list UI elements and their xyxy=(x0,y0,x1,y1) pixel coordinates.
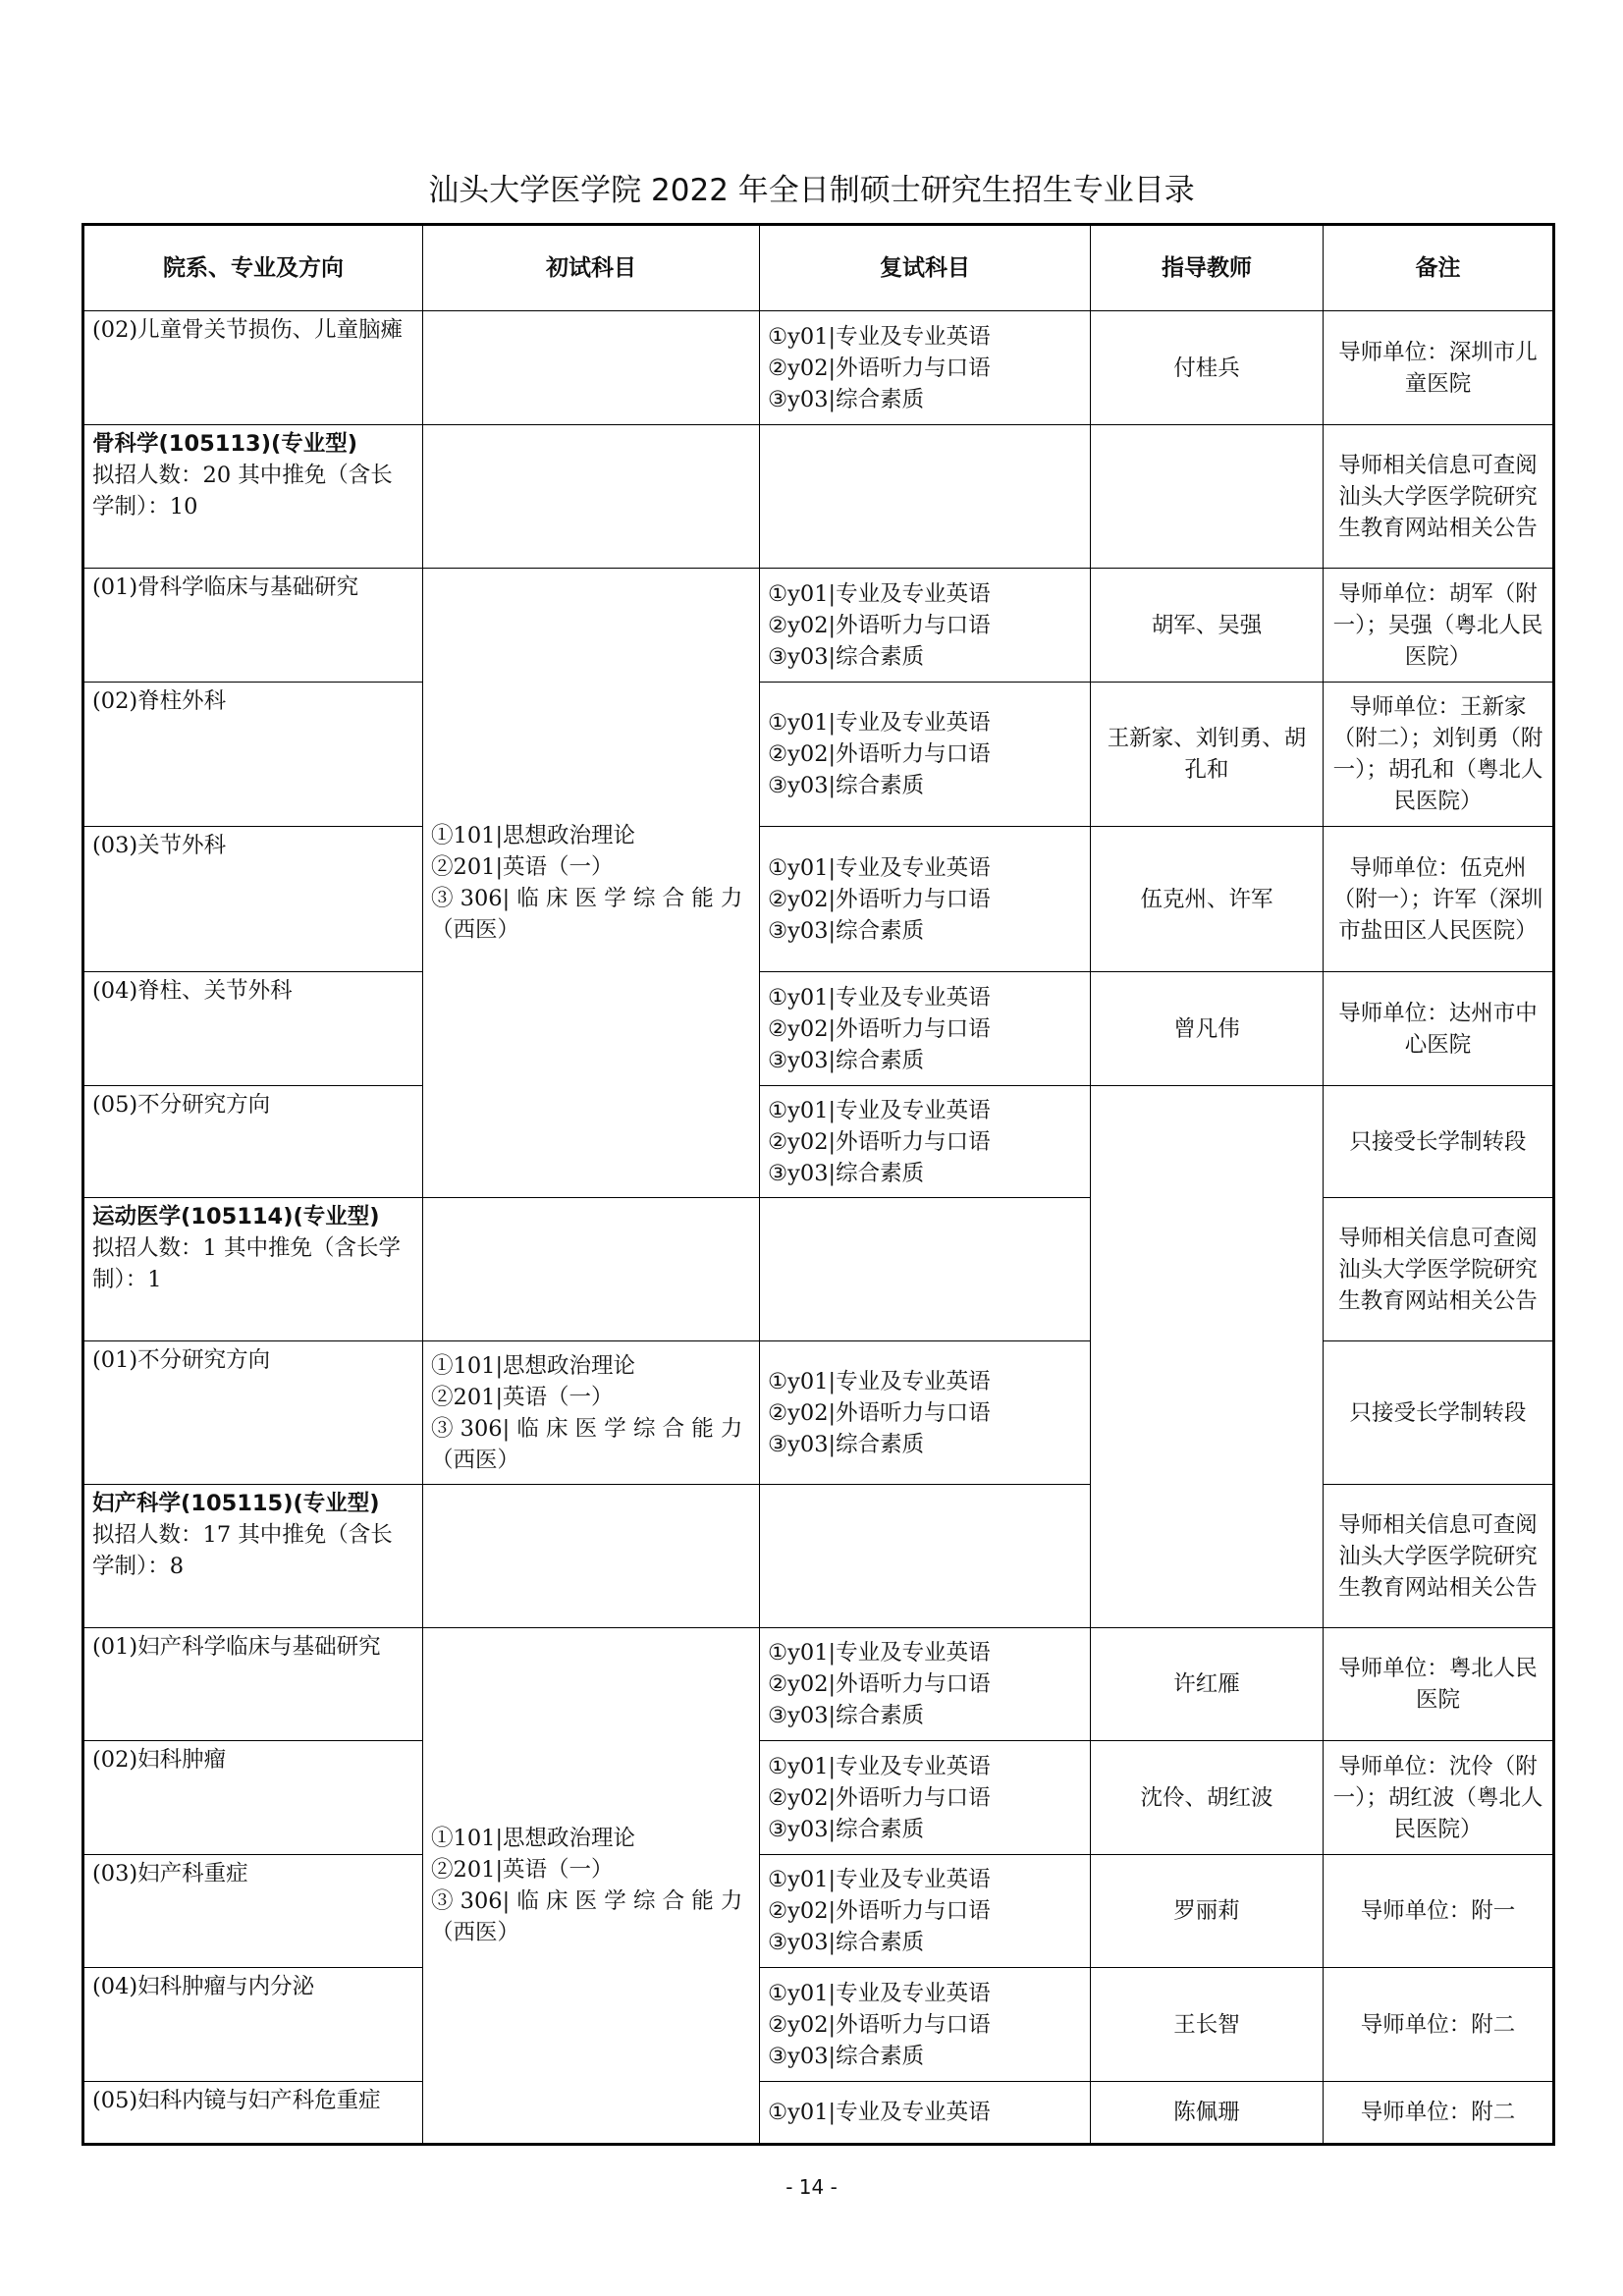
note-cell: 导师单位：伍克州（附一）；许军（深圳市盐田区人民医院） xyxy=(1324,827,1554,972)
first-exam-item: （西医） xyxy=(431,1447,520,1473)
major-cell xyxy=(83,425,423,569)
first-exam-cell xyxy=(423,425,760,569)
retest-cell xyxy=(760,972,1091,1086)
retest-item: ②y02|外语听力与口语 xyxy=(768,2011,991,2038)
teacher-cell: 伍克州、许军 xyxy=(1091,827,1324,972)
retest-item: ②y02|外语听力与口语 xyxy=(768,1015,991,1042)
first-exam-cell xyxy=(423,1485,760,1628)
major-cell xyxy=(83,1485,423,1628)
retest-item: ③y03|综合素质 xyxy=(768,773,925,798)
catalog-table xyxy=(81,223,1555,2146)
first-exam-cell xyxy=(423,1198,760,1341)
note-cell: 导师单位：附一 xyxy=(1324,1855,1554,1968)
retest-item: ③y03|综合素质 xyxy=(768,1160,925,1186)
retest-item: ①y01|专业及专业英语 xyxy=(768,580,991,607)
table-row xyxy=(83,1628,1554,1741)
table-row xyxy=(83,827,1554,972)
retest-item: ③y03|综合素质 xyxy=(768,1930,925,1955)
note-cell: 导师单位：粤北人民医院 xyxy=(1324,1628,1554,1741)
retest-item: ①y01|专业及专业英语 xyxy=(768,1753,991,1779)
retest-item: ②y02|外语听力与口语 xyxy=(768,612,991,638)
retest-cell xyxy=(760,1855,1091,1968)
direction-name: (03)关节外科 xyxy=(83,827,423,972)
retest-item: ②y02|外语听力与口语 xyxy=(768,741,991,767)
retest-cell xyxy=(760,569,1091,683)
direction-name: (01)妇产科学临床与基础研究 xyxy=(83,1628,423,1741)
first-exam-item: ③ 306| 临 床 医 学 综 合 能 力 xyxy=(431,1888,743,1914)
table-row xyxy=(83,1341,1554,1485)
retest-item: ①y01|专业及专业英语 xyxy=(768,323,991,350)
retest-item: ③y03|综合素质 xyxy=(768,1816,925,1842)
retest-cell xyxy=(760,1341,1091,1485)
retest-item: ①y01|专业及专业英语 xyxy=(768,1980,991,2006)
first-exam-item: ①101|思想政治理论 xyxy=(431,823,636,848)
direction-name: (02)儿童骨关节损伤、儿童脑瘫 xyxy=(83,311,423,425)
header-retest: 复试科目 xyxy=(760,225,1091,311)
retest-item: ③y03|综合素质 xyxy=(768,1431,925,1457)
retest-item: ②y02|外语听力与口语 xyxy=(768,1784,991,1811)
teacher-cell: 王长智 xyxy=(1091,1968,1324,2082)
first-exam-item: ②201|英语（一） xyxy=(431,1857,614,1883)
note-cell: 导师单位：王新家（附二）；刘钊勇（附一）；胡孔和（粤北人民医院） xyxy=(1324,683,1554,827)
teacher-cell: 付桂兵 xyxy=(1091,311,1324,425)
first-exam-item: ①101|思想政治理论 xyxy=(431,1826,636,1851)
direction-name: (01)骨科学临床与基础研究 xyxy=(83,569,423,683)
retest-item: ①y01|专业及专业英语 xyxy=(768,1368,991,1394)
header-teacher: 指导教师 xyxy=(1091,225,1324,311)
retest-item: ③y03|综合素质 xyxy=(768,917,925,944)
major-quota: 拟招人数：17 其中推免（含长学制）：8 xyxy=(92,1522,393,1579)
major-quota: 拟招人数：20 其中推免（含长学制）：10 xyxy=(92,463,393,519)
note-cell: 导师单位：达州市中心医院 xyxy=(1324,972,1554,1086)
retest-item: ②y02|外语听力与口语 xyxy=(768,1399,991,1426)
header-department: 院系、专业及方向 xyxy=(83,225,423,311)
first-exam-cell xyxy=(423,1341,760,1485)
retest-cell xyxy=(760,1741,1091,1855)
table-header-row xyxy=(83,225,1554,311)
major-name: 骨科学(105113)(专业型) xyxy=(92,431,358,457)
retest-cell xyxy=(760,827,1091,972)
retest-item: ②y02|外语听力与口语 xyxy=(768,1671,991,1697)
table-row xyxy=(83,569,1554,683)
note-cell: 导师单位：深圳市儿童医院 xyxy=(1324,311,1554,425)
table-row xyxy=(83,2082,1554,2145)
retest-cell xyxy=(760,1086,1091,1198)
teacher-cell xyxy=(1091,1086,1324,1628)
table-row xyxy=(83,683,1554,827)
first-exam-item: （西医） xyxy=(431,1920,520,1945)
first-exam-cell xyxy=(423,311,760,425)
retest-cell xyxy=(760,425,1091,569)
retest-cell xyxy=(760,311,1091,425)
first-exam-cell xyxy=(423,1628,760,2145)
major-cell xyxy=(83,1198,423,1341)
teacher-cell: 许红雁 xyxy=(1091,1628,1324,1741)
header-first-exam: 初试科目 xyxy=(423,225,760,311)
table-row xyxy=(83,1741,1554,1855)
first-exam-item: ①101|思想政治理论 xyxy=(431,1352,636,1379)
first-exam-item: ②201|英语（一） xyxy=(431,854,614,880)
note-cell: 只接受长学制转段 xyxy=(1324,1341,1554,1485)
direction-name: (02)脊柱外科 xyxy=(83,683,423,827)
note-cell: 导师相关信息可查阅汕头大学医学院研究生教育网站相关公告 xyxy=(1324,1485,1554,1628)
teacher-cell: 沈伶、胡红波 xyxy=(1091,1741,1324,1855)
retest-item: ①y01|专业及专业英语 xyxy=(768,1640,991,1666)
retest-cell xyxy=(760,683,1091,827)
retest-item: ②y02|外语听力与口语 xyxy=(768,886,991,912)
note-cell: 导师相关信息可查阅汕头大学医学院研究生教育网站相关公告 xyxy=(1324,1198,1554,1341)
major-name: 运动医学(105114)(专业型) xyxy=(92,1204,380,1230)
table-row xyxy=(83,972,1554,1086)
teacher-cell: 王新家、刘钊勇、胡孔和 xyxy=(1091,683,1324,827)
major-name: 妇产科学(105115)(专业型) xyxy=(92,1491,380,1516)
note-cell: 导师单位：附二 xyxy=(1324,1968,1554,2082)
first-exam-item: ③ 306| 临 床 医 学 综 合 能 力 xyxy=(431,1415,743,1442)
retest-cell xyxy=(760,1485,1091,1628)
teacher-cell: 罗丽莉 xyxy=(1091,1855,1324,1968)
first-exam-cell xyxy=(423,569,760,1198)
direction-name: (04)脊柱、关节外科 xyxy=(83,972,423,1086)
header-note: 备注 xyxy=(1324,225,1554,311)
retest-item: ③y03|综合素质 xyxy=(768,1703,925,1728)
table-row xyxy=(83,1086,1554,1198)
table-row xyxy=(83,311,1554,425)
first-exam-item: ②201|英语（一） xyxy=(431,1384,614,1410)
note-cell: 导师单位：附二 xyxy=(1324,2082,1554,2145)
note-cell: 导师单位：沈伶（附一）；胡红波（粤北人民医院） xyxy=(1324,1741,1554,1855)
teacher-cell: 曾凡伟 xyxy=(1091,972,1324,1086)
retest-cell xyxy=(760,1198,1091,1341)
retest-item: ②y02|外语听力与口语 xyxy=(768,1898,991,1924)
retest-item: ①y01|专业及专业英语 xyxy=(768,1867,991,1892)
retest-item: ①y01|专业及专业英语 xyxy=(768,2100,991,2125)
note-cell: 导师单位：胡军（附一）；吴强（粤北人民医院） xyxy=(1324,569,1554,683)
direction-name: (05)不分研究方向 xyxy=(83,1086,423,1198)
retest-item: ③y03|综合素质 xyxy=(768,643,925,670)
table-row xyxy=(83,1968,1554,2082)
note-cell: 只接受长学制转段 xyxy=(1324,1086,1554,1198)
first-exam-item: （西医） xyxy=(431,917,520,943)
direction-name: (03)妇产科重症 xyxy=(83,1855,423,1968)
table-row xyxy=(83,425,1554,569)
teacher-cell xyxy=(1091,425,1324,569)
retest-item: ①y01|专业及专业英语 xyxy=(768,854,991,881)
page-title: 汕头大学医学院 2022 年全日制硕士研究生招生专业目录 xyxy=(428,173,1195,208)
first-exam-item: ③ 306| 临 床 医 学 综 合 能 力 xyxy=(431,886,743,911)
direction-name: (01)不分研究方向 xyxy=(83,1341,423,1485)
teacher-cell: 陈佩珊 xyxy=(1091,2082,1324,2145)
note-cell: 导师相关信息可查阅汕头大学医学院研究生教育网站相关公告 xyxy=(1324,425,1554,569)
direction-name: (05)妇科内镜与妇产科危重症 xyxy=(83,2082,423,2145)
retest-item: ③y03|综合素质 xyxy=(768,2043,925,2069)
major-quota: 拟招人数：1 其中推免（含长学制）：1 xyxy=(92,1235,401,1292)
retest-item: ②y02|外语听力与口语 xyxy=(768,1128,991,1155)
retest-item: ①y01|专业及专业英语 xyxy=(768,984,991,1011)
retest-cell xyxy=(760,1628,1091,1741)
teacher-cell: 胡军、吴强 xyxy=(1091,569,1324,683)
table-row xyxy=(83,1485,1554,1628)
page-number: - 14 - xyxy=(785,2175,838,2199)
table-row xyxy=(83,1198,1554,1341)
retest-cell xyxy=(760,2082,1091,2145)
retest-item: ①y01|专业及专业英语 xyxy=(768,710,991,736)
table-row xyxy=(83,1855,1554,1968)
retest-item: ②y02|外语听力与口语 xyxy=(768,355,991,381)
direction-name: (02)妇科肿瘤 xyxy=(83,1741,423,1855)
direction-name: (04)妇科肿瘤与内分泌 xyxy=(83,1968,423,2082)
retest-item: ③y03|综合素质 xyxy=(768,386,925,412)
retest-item: ③y03|综合素质 xyxy=(768,1047,925,1073)
retest-item: ①y01|专业及专业英语 xyxy=(768,1097,991,1123)
retest-cell xyxy=(760,1968,1091,2082)
